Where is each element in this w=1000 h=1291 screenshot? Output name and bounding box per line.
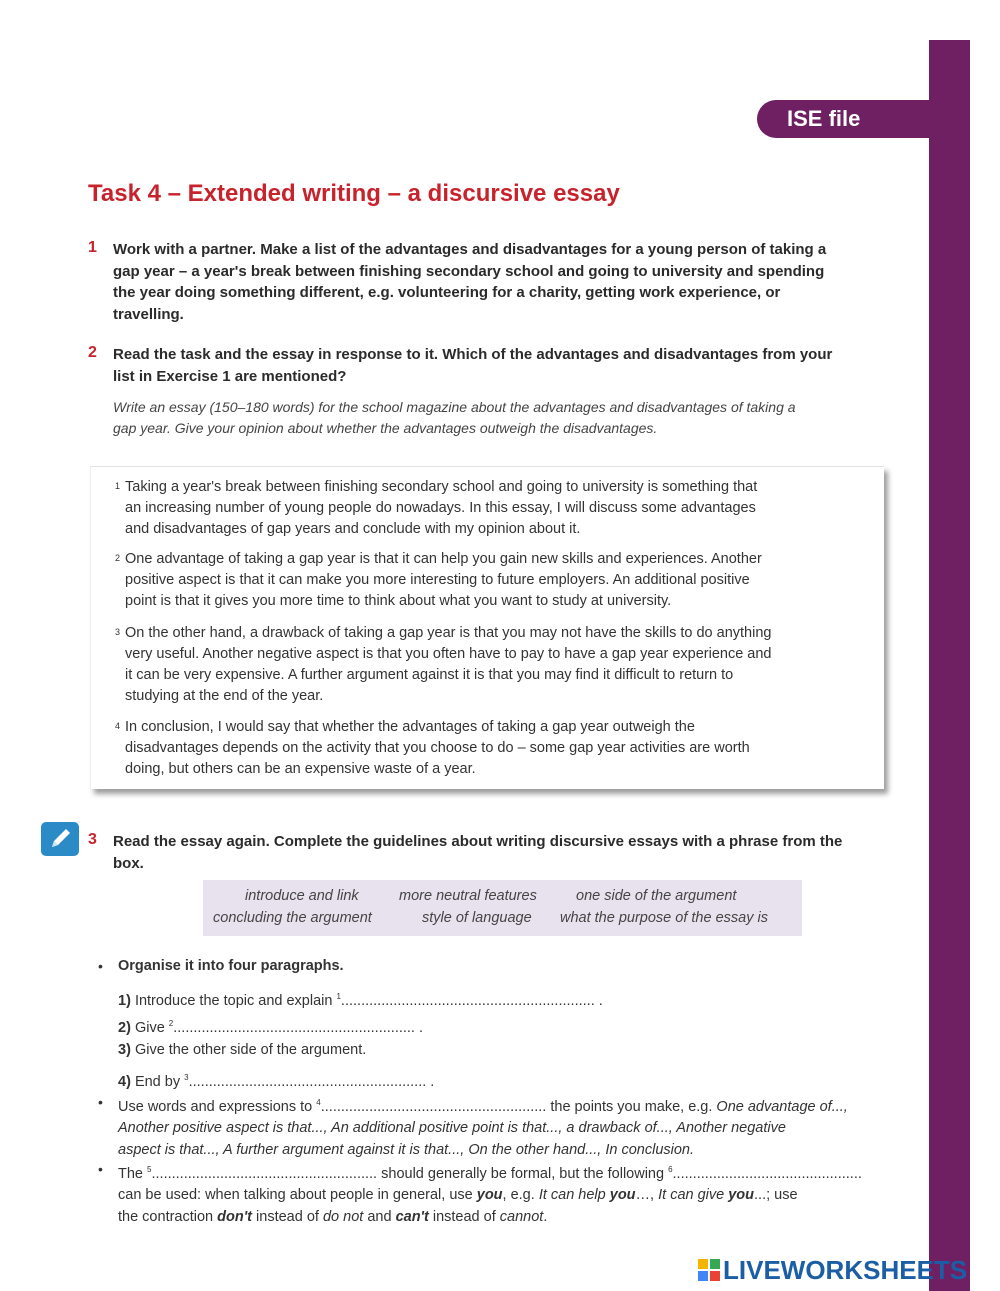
liveworksheets-mark-icon: [698, 1259, 720, 1281]
bullet-icon: •: [98, 1094, 103, 1110]
exercise-3-number: 3: [88, 831, 97, 848]
step-1: 1) Introduce the topic and explain $^1$............................................................... .: [118, 992, 603, 1009]
exercise-2-number: 2: [88, 344, 97, 361]
guideline-1: Organise it into four paragraphs.: [118, 958, 344, 974]
exercise-1-number: 1: [88, 239, 97, 256]
essay-task: Write an essay (150–180 words) for the school magazine about the advantages and disadvantages of taking a gap year. Give your opinion about whether the advantages outweigh the disadvantages.: [113, 399, 796, 436]
ise-file-tab: ISE file: [757, 100, 970, 138]
step-3: 3) Give the other side of the argument.: [118, 1042, 367, 1058]
essay-paragraph-2: 2 One advantage of taking a gap year is that it can help you gain new skills and experiences. Another positive aspect is that it can make you more interesting to future employers. An additional positive point is that it gives you more time to think about what you want to study at university.: [115, 551, 762, 609]
essay-paragraph-4: 4 In conclusion, I would say that whether the advantages of taking a gap year outweigh the disadvantages depends on the activity that you choose to do – some gap year activities are worth doing, but others can be an expensive waste of a year.: [115, 719, 750, 777]
phrase-item: what the purpose of the essay is: [560, 910, 768, 926]
exercise-1-instructions: Work with a partner. Make a list of the advantages and disadvantages for a young person of taking a gap year – a year's break between finishing secondary school and going to university and spending the year doing something different, e.g. volunteering for a charity, getting work experience, or travelling.: [113, 241, 827, 323]
essay-paragraph-3: 3 On the other hand, a drawback of taking a gap year is that you may not have the skills to do anything very useful. Another negative aspect is that you often have to pay to have a gap year experience and it can be very expensive. A further argument against it is that you may find it difficult to return to studying at the end of the year.: [115, 625, 772, 704]
essay-box: [90, 466, 884, 789]
pencil-icon[interactable]: [41, 822, 79, 856]
step-2: 2) Give $^2$............................................................ .: [118, 1019, 424, 1036]
essay-paragraph-1: 1 Taking a year's break between finishing secondary school and going to university is something that an increasing number of young people do nowadays. In this essay, I will discuss some advantages and disadvantages of gap years and conclude with my opinion about it.: [115, 479, 758, 537]
phrase-item: concluding the argument: [213, 910, 372, 926]
exercise-2-instructions: Read the task and the essay in response to it. Which of the advantages and disadvantages from your list in Exercise 1 are mentioned?: [113, 346, 833, 385]
phrase-item: more neutral features: [399, 888, 537, 904]
phrase-box: [203, 880, 802, 936]
exercise-3-instructions: Read the essay again. Complete the guidelines about writing discursive essays with a phrase from the box.: [113, 833, 843, 872]
bullet-icon: •: [98, 958, 103, 974]
guideline-2: Use words and expressions to $^4$........................................................ the points you make, e.g. One advantage of..., Another positive aspect is that..., An additional positive point is that..., a drawback of..., Another negative aspect is that..., A further argument against it is that..., On the other hand..., In conclusion.: [118, 1098, 848, 1158]
page-title: Task 4 – Extended writing – a discursive essay: [88, 180, 620, 207]
bullet-icon: •: [98, 1161, 103, 1177]
side-bar: [929, 40, 970, 1291]
guideline-3: The $^5$........................................................ should generally be formal, but the following $^6$............................................... can be used: when talking about people in general, use you, e.g. It can help you…, It can give you...; use the contraction don't instead of do not and can't instead of cannot.: [118, 1165, 862, 1225]
phrase-item: introduce and link: [245, 888, 359, 904]
phrase-item: style of language: [422, 910, 532, 926]
phrase-item: one side of the argument: [576, 888, 737, 904]
step-4: 4) End by $^3$........................................................... .: [118, 1073, 435, 1090]
liveworksheets-logo: LIVEWORKSHEETS: [698, 1255, 967, 1286]
